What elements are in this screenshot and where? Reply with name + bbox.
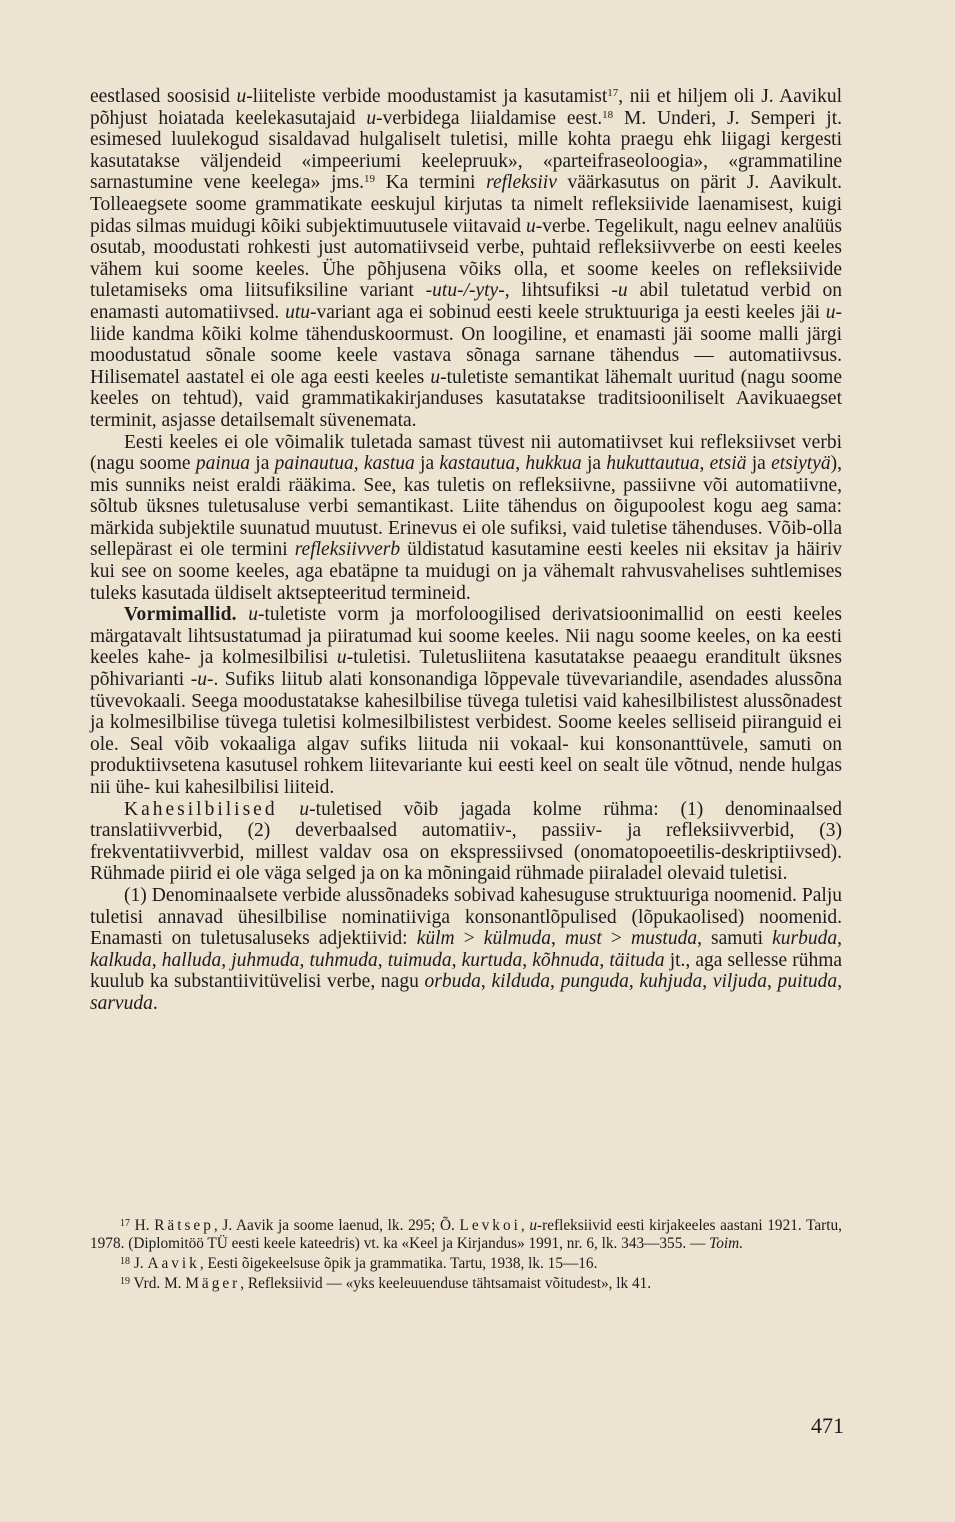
text-run: -utu-/-yty-: [425, 280, 505, 302]
text-run: ,: [480, 971, 492, 993]
text-run: puituda: [777, 971, 838, 993]
text-run: juhmuda: [231, 949, 300, 971]
text-run: orbuda: [424, 971, 481, 993]
text-run: külm: [416, 928, 455, 950]
text-run: -variant aga ei sobinud eesti keele struktuuriga ja eesti keeles jäi: [309, 301, 826, 323]
footnote-19: [90, 1275, 842, 1293]
text-run: -liiteliste verbide moodustamist ja kasutamist: [246, 86, 608, 107]
text-run: Vrd. M.: [130, 1275, 186, 1292]
text-run: hukuttautua: [606, 453, 700, 475]
text-run: [237, 604, 248, 625]
text-run: u: [336, 647, 347, 669]
text-run: must: [564, 928, 602, 950]
text-run: kastua: [363, 453, 415, 475]
text-run: Kahesilbilised: [124, 798, 278, 820]
main-text-column: [90, 86, 842, 1015]
text-run: kalkuda: [90, 949, 152, 971]
text-run: ,: [151, 949, 162, 971]
text-run: [278, 799, 300, 820]
text-run: , nii et hiljem oli J. Aavikul põhjust hoiatada keelekasutajaid: [90, 86, 842, 129]
text-run: J.: [130, 1255, 148, 1272]
paragraph-3-vormimallid: [90, 604, 842, 798]
text-run: -tuletised võib jagada kolme rühma: (1) denominaalsed translatiivverbid, (2) deverbaalsed automatiiv-, passiiv- ja refleksiivverbid, (3) frekventatiivverbid, millest valdav osa on ekspressiivsed (onomatopoeetilis-deskriptiivsed). Rühmade piirid ei ole väga selged ja on ka mõningaid rühmade piiraladel olevaid tuletisi.: [90, 798, 842, 885]
text-run: ,: [299, 949, 310, 971]
paragraph-5-denominaalsed: [90, 885, 842, 1015]
text-run: abil tuletatud verbid on enamasti automatiivsed.: [90, 280, 842, 323]
text-run: ,: [520, 1217, 530, 1234]
text-run: u: [366, 107, 377, 129]
text-run: tuimuda: [387, 949, 452, 971]
text-run: u: [430, 366, 441, 388]
text-run: ,: [628, 971, 640, 993]
text-run: .: [152, 992, 158, 1014]
text-run: ,: [702, 971, 713, 993]
footnote-18: [90, 1255, 842, 1273]
text-run: eestlased soosisid: [90, 86, 237, 107]
text-run: viljuda: [712, 971, 767, 993]
text-run: kõhnuda: [532, 949, 600, 971]
text-run: üldistatud kasutamine eesti keeles nii eksitav ja häiriv kui see on soome keeles, aga ebatäpne ta muidugi on ja vähemalt rahvusvahelises suhtlemises tuleks kasutada üldiselt aktsepteeritud termineid.: [90, 539, 842, 604]
text-run: painautua: [274, 453, 354, 475]
text-run: (1) Denominaalsete verbide alussõnadeks sobivad kahesuguse struktuuriga noomenid. Palju tuletisi annavad ühesilbilise nominatiiviga konsonantlõpulised (lõpukaolised) noomenid. Enamasti on tuletusaluseks adjektiivid:: [90, 884, 842, 950]
text-run: M. Underi, J. Semperi jt. esimesed luulekogud sisaldavad hulgaliselt tuletisi, mille kohta praegu ehk liigagi kergesti kasutatakse väljendeid «impeeriumi keelepruuk», «parteifraseoloogia», «grammatiline sarnastumine vene keelega» jms.: [90, 107, 842, 194]
text-run: , J. Aavik ja soome laenud, lk. 295; Õ.: [213, 1217, 460, 1234]
footnotes: [90, 1217, 842, 1295]
text-run: -tuletisi. Tuletusliitena kasutatakse peaaegu eranditult üksnes põhivarianti: [90, 647, 842, 691]
text-run: refleksiiv: [486, 172, 557, 194]
footnote-marker: 18: [602, 108, 614, 121]
text-run: ,: [550, 928, 565, 950]
footnote-marker: 18: [120, 1256, 130, 1267]
text-run: -liide kandma kõiki kolme tähenduskoormust. On loogiline, et enamasti jäi soome malli järgi moodustatud sõnale soome keele vastava sõnaga sarnane tähendus — automatiivsus. Hilisematel aastatel ei ole aga eesti keeles: [90, 301, 842, 388]
text-run: ,: [353, 453, 364, 475]
text-run: halluda: [161, 949, 222, 971]
text-run: utu: [285, 301, 310, 323]
footnote-marker: 17: [607, 87, 619, 99]
text-run: ja: [414, 453, 440, 475]
text-run: ,: [522, 949, 533, 971]
text-run: külmuda: [483, 928, 551, 950]
text-run: refleksiivverb: [294, 539, 401, 561]
text-run: ,: [221, 949, 232, 971]
text-run: Toim.: [709, 1235, 744, 1252]
text-run: Mäger: [185, 1275, 241, 1292]
text-run: , samuti: [697, 928, 773, 950]
text-run: Vormimallid.: [124, 604, 237, 626]
paragraph-2: [90, 432, 842, 605]
text-run: u: [529, 1217, 538, 1234]
text-run: Ka termini: [375, 172, 487, 194]
text-run: -tuletiste semantikat lähemalt uuritud (nagu soome keeles on tehtud), vaid grammatikakirjanduses kasutatakse traditsiooniliselt Aavikuaegset terminit, asjasse detailsemalt süvenemata.: [90, 366, 843, 431]
text-run: >: [454, 928, 484, 950]
text-run: etsiytyä: [771, 453, 831, 475]
text-run: ), mis sunniks neist eraldi rääkima. See, kas tuletis on refleksiivne, passiivne või automatiivne, sõltub üksnes tuletusaluse verbi semantikast. Liite tähendus on õigupoolest kogu aeg sama: märkida subjektile suunatud muutust. Erinevus ei ole sufiksi, vaid tuletise tähenduses. Võib-olla sellepärast ei ole termini: [90, 453, 842, 561]
text-run: Rätsep: [154, 1217, 214, 1234]
text-run: ja: [746, 453, 772, 475]
text-run: sarvuda: [90, 992, 153, 1014]
text-run: ,: [377, 949, 388, 971]
text-run: täituda: [609, 949, 665, 971]
text-run: ,: [837, 971, 843, 993]
paragraph-1: [90, 86, 842, 432]
footnote-marker: 19: [364, 173, 376, 186]
text-run: etsiä: [709, 453, 747, 475]
text-run: hukkua: [525, 453, 582, 475]
text-run: . Sufiks liitub alati konsonandiga lõppevale tüvevariandile, asendades alussõna tüvevokaali. Seega moodustatakse kahesilbilise tüvega tuletisi vaid kahesilbilistest alussõnadest ja kolmesilbilise tüvega tuletisi kolmesilbilistest verbidest. Soome keeles selliseid piiranguid ei ole. Seal võib vokaaliga algav sufiks liituda nii vokaal- kui konsonanttüvele, samuti on produktiivsetena kasutusel rohkem liitevariante kui eesti keel on sealt üle võtnud, nende hulgas nii ühe- kui kahesilbilisi liiteid.: [90, 669, 842, 798]
text-run: kilduda: [491, 971, 550, 993]
text-run: Levkoi: [459, 1217, 521, 1234]
text-run: -u-: [190, 669, 214, 691]
text-run: u: [825, 301, 836, 323]
text-run: ja: [581, 453, 607, 475]
text-run: Eesti keeles ei ole võimalik tuletada samast tüvest nii automatiivset kui refleksiivset verbi (nagu soome: [90, 431, 842, 475]
text-run: ,: [837, 928, 843, 950]
footnote-marker: 17: [120, 1218, 130, 1229]
text-run: ,: [599, 949, 610, 971]
text-run: -verbe. Tegelikult, nagu eelnev analüüs osutab, moodustati rohkesti just automatiivseid verbe, puhtaid refleksiivverbe on eesti keeles vähem kui soome keeles. Ühe põhjusena võiks olla, et soome keeles on refleksiivide tuletamiseks oma liitsufiksiline variant: [90, 215, 842, 302]
paragraph-4-kahesilbilised: [90, 799, 842, 885]
text-run: -u: [611, 280, 628, 302]
text-run: tuhmuda: [309, 949, 378, 971]
text-run: -tuletiste vorm ja morfoloogilised derivatsioonimallid on eesti keeles märgatavalt lihtsustatumad ja piiratumad kui soome keeles. Nii nagu soome keeles, on ka eesti keeles kahe- ja kolmesilbilisi: [90, 604, 842, 669]
text-run: väärkasutus on pärit J. Aavikult. Tolleaegsete soome grammatikate eeskujul kirjutas ta nimelt refleksiivide laenamisest, kuigi pidas silmas muidugi kõiki subjektimuutusele viitavaid: [90, 172, 842, 237]
text-run: jt., aga sellesse rühma kuulub ka substantiivitüvelisi verbe, nagu: [90, 949, 843, 993]
text-run: H.: [130, 1217, 155, 1234]
text-run: , Refleksiivid — «yks keeleuuenduse tähtsamaist võitudest», lk 41.: [240, 1275, 652, 1292]
text-run: , Eesti õigekeelsuse õpik ja grammatika. Tartu, 1938, lk. 15—16.: [199, 1255, 598, 1272]
text-run: u: [299, 798, 310, 820]
text-run: painua: [195, 453, 251, 475]
text-run: ja: [250, 453, 275, 475]
footnote-17: [90, 1217, 842, 1253]
text-run: ,: [515, 453, 526, 475]
text-run: ,: [549, 971, 561, 993]
text-run: ,: [767, 971, 778, 993]
text-run: Aavik: [147, 1255, 200, 1272]
text-run: punguda: [560, 971, 629, 993]
text-run: -verbidega liialdamise eest.: [376, 107, 603, 129]
text-run: u: [526, 215, 536, 237]
text-run: u: [248, 604, 258, 626]
text-run: kurtuda: [461, 949, 523, 971]
text-run: , lihtsufiksi: [504, 280, 612, 302]
text-run: mustuda: [630, 928, 698, 950]
footnote-marker: 19: [120, 1276, 130, 1287]
text-run: kastautua: [439, 453, 516, 475]
text-run: >: [601, 928, 631, 950]
text-run: kuhjuda: [639, 971, 703, 993]
text-run: u: [236, 86, 247, 107]
text-run: kurbuda: [772, 928, 838, 950]
text-run: ,: [451, 949, 462, 971]
page-number: 471: [811, 1413, 844, 1438]
text-run: -refleksiivid eesti kirjakeeles aastani 1921. Tartu, 1978. (Diplomitöö TÜ eesti keele kateedris) vt. ka «Keel ja Kirjandus» 1991, nr. 6, lk. 343—355. —: [90, 1217, 842, 1252]
text-run: ,: [699, 453, 710, 475]
